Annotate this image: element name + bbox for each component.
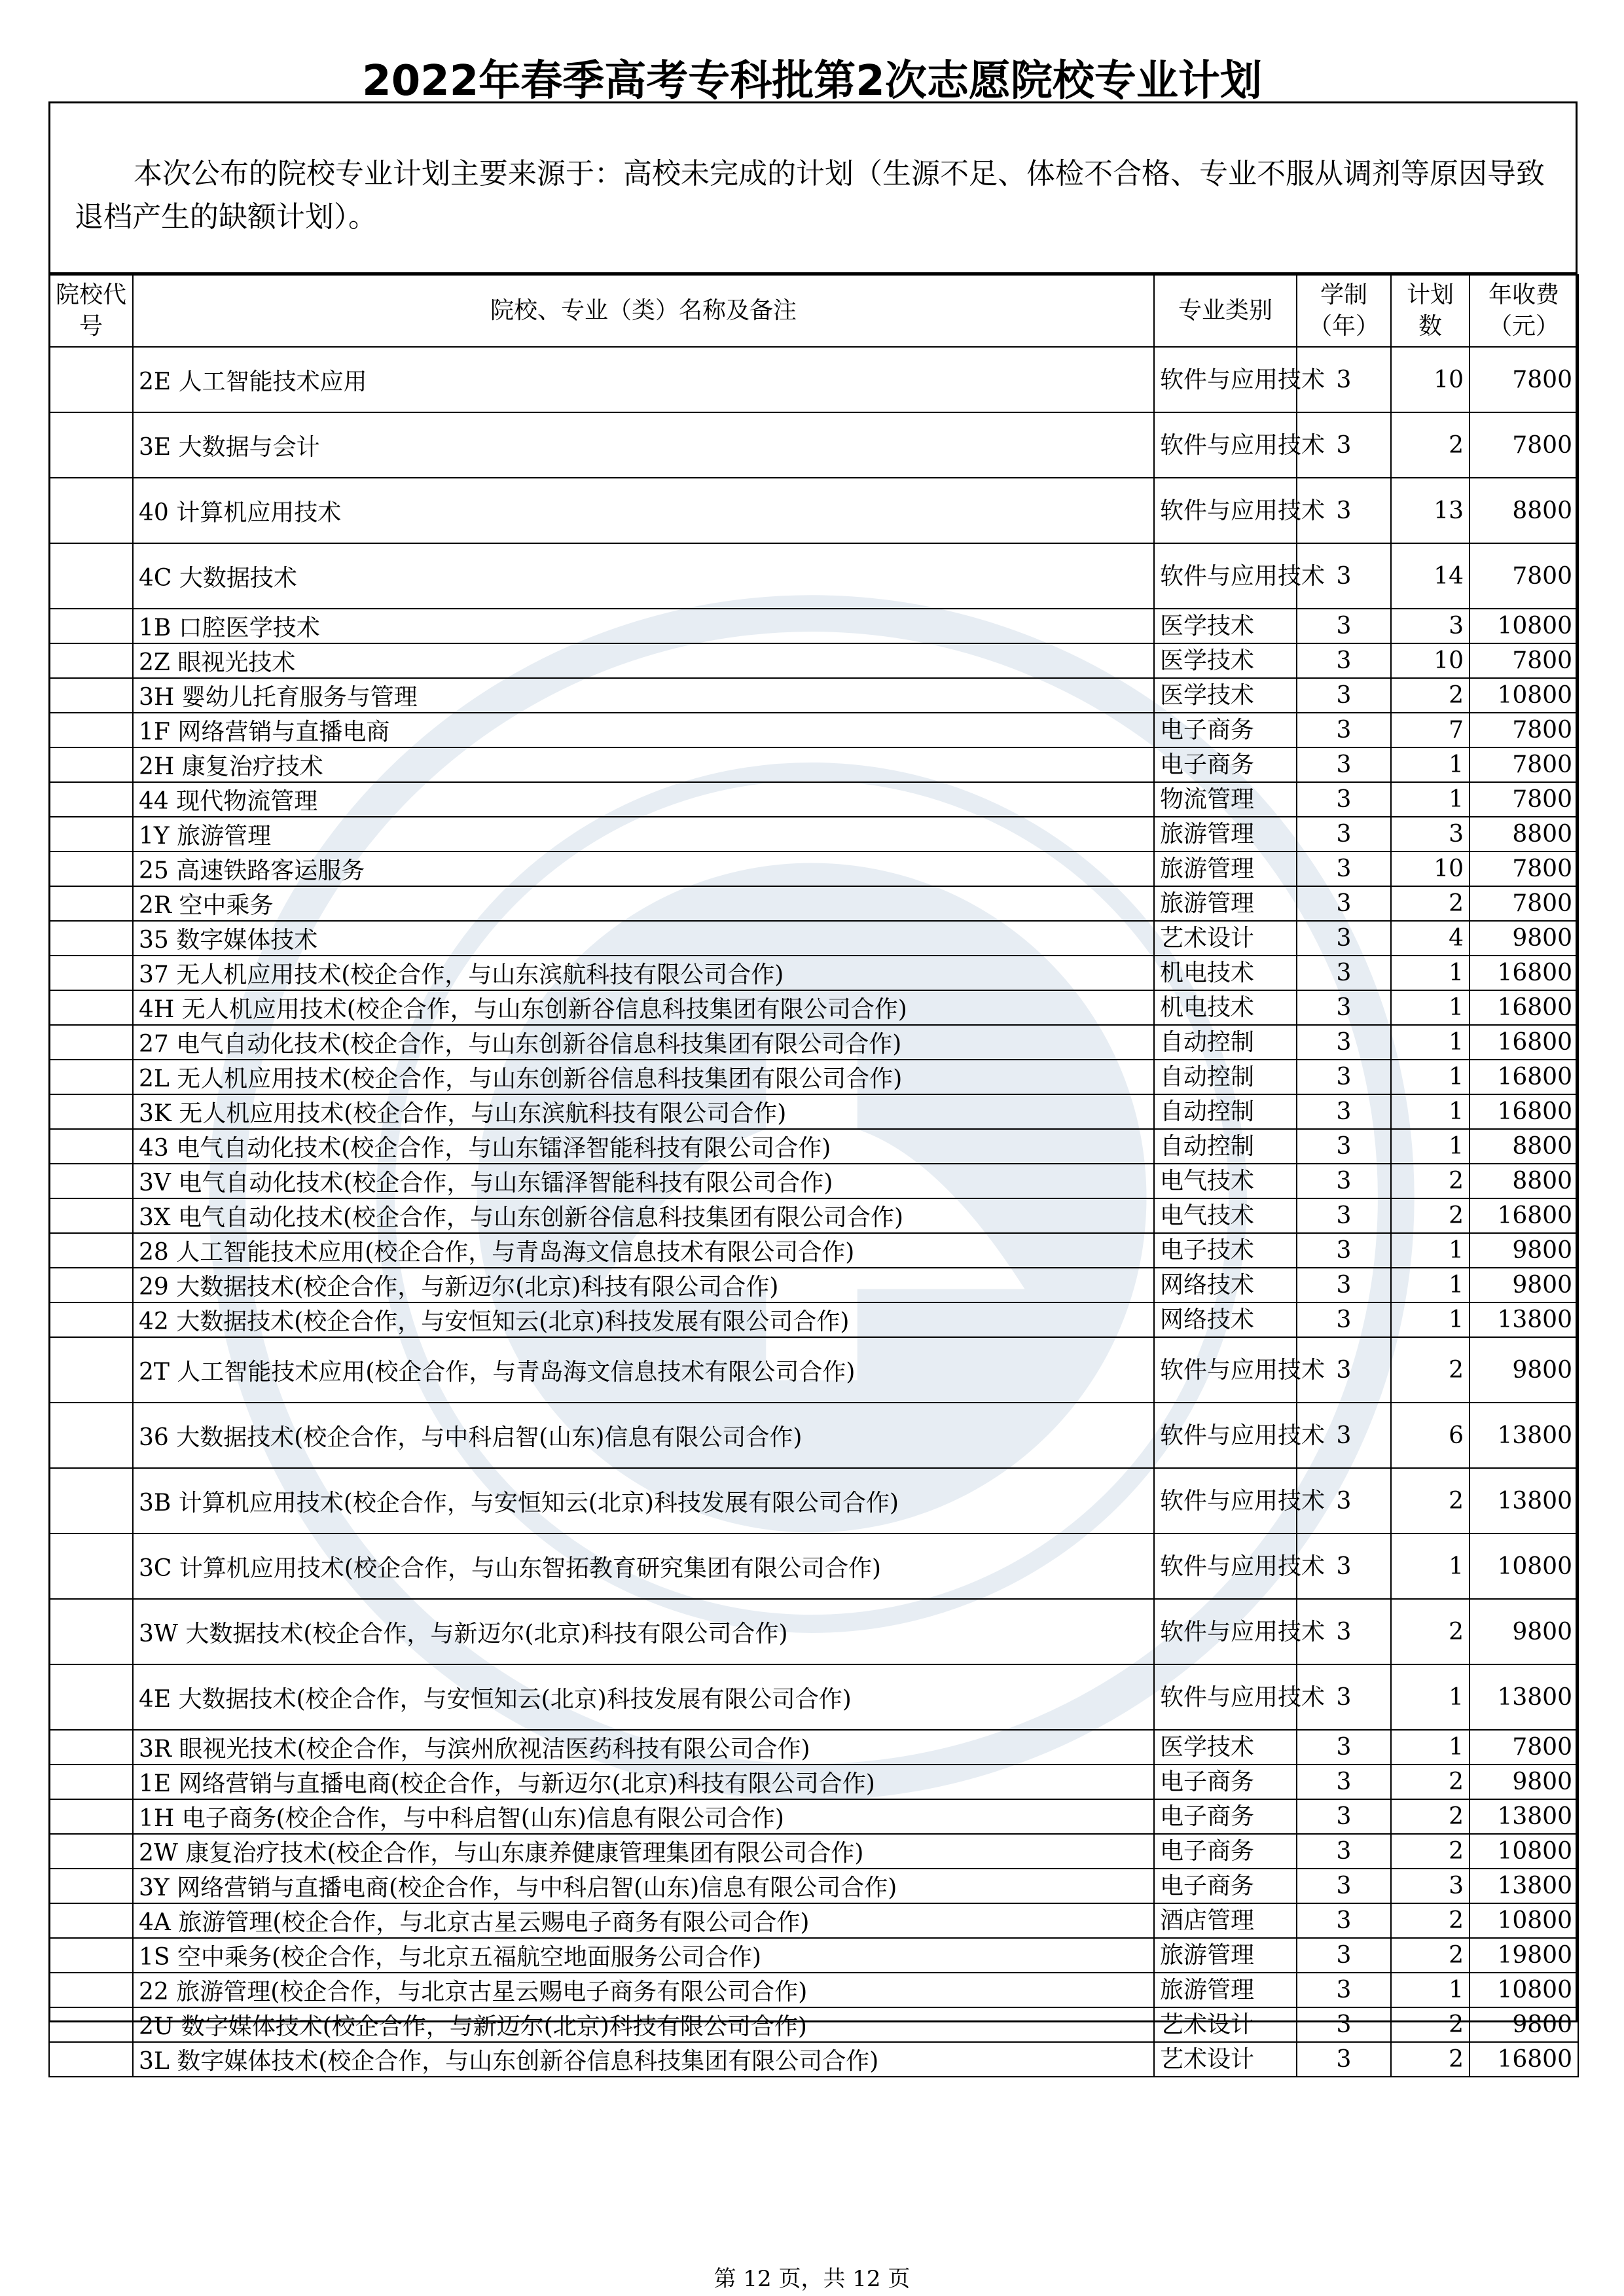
header-category: 专业类别 xyxy=(1154,275,1297,347)
row-fee: 16800 xyxy=(1470,956,1578,990)
row-years: 3 xyxy=(1297,1198,1391,1233)
row-fee: 13800 xyxy=(1470,1302,1578,1337)
table-row xyxy=(49,1468,1578,1534)
row-code xyxy=(49,1599,133,1664)
row-years: 3 xyxy=(1297,956,1391,990)
row-code xyxy=(49,713,133,747)
row-name: 1H 电子商务(校企合作，与中科启智(山东)信息有限公司合作) xyxy=(133,1799,1154,1834)
row-count: 10 xyxy=(1391,852,1470,886)
row-category: 艺术设计 xyxy=(1154,2007,1297,2042)
row-count: 2 xyxy=(1391,1903,1470,1938)
row-fee: 16800 xyxy=(1470,1094,1578,1129)
plan-table-body xyxy=(49,347,1578,2077)
row-code xyxy=(49,1973,133,2007)
row-code xyxy=(49,1403,133,1468)
row-count: 1 xyxy=(1391,1973,1470,2007)
row-fee: 10800 xyxy=(1470,1973,1578,2007)
row-name: 3L 数字媒体技术(校企合作，与山东创新谷信息科技集团有限公司合作) xyxy=(133,2042,1154,2077)
row-count: 2 xyxy=(1391,678,1470,713)
row-code xyxy=(49,990,133,1025)
row-years: 3 xyxy=(1297,478,1391,543)
row-code xyxy=(49,412,133,478)
row-code xyxy=(49,1025,133,1060)
row-name: 35 数字媒体技术 xyxy=(133,921,1154,956)
table-row xyxy=(49,886,1578,921)
table-row xyxy=(49,347,1578,412)
row-code xyxy=(49,609,133,643)
row-name: 4A 旅游管理(校企合作，与北京古星云赐电子商务有限公司合作) xyxy=(133,1903,1154,1938)
table-row xyxy=(49,1337,1578,1403)
table-row xyxy=(49,643,1578,678)
row-years: 3 xyxy=(1297,747,1391,782)
row-category: 网络技术 xyxy=(1154,1268,1297,1302)
row-years: 3 xyxy=(1297,817,1391,852)
row-count: 2 xyxy=(1391,1198,1470,1233)
table-row xyxy=(49,2042,1578,2077)
row-fee: 9800 xyxy=(1470,2007,1578,2042)
row-count: 1 xyxy=(1391,956,1470,990)
row-fee: 16800 xyxy=(1470,990,1578,1025)
header-fee: 年收费（元） xyxy=(1470,275,1578,347)
row-category: 电子商务 xyxy=(1154,713,1297,747)
table-row xyxy=(49,1730,1578,1765)
row-count: 1 xyxy=(1391,782,1470,817)
row-name: 2Z 眼视光技术 xyxy=(133,643,1154,678)
row-code xyxy=(49,1302,133,1337)
row-name: 1S 空中乘务(校企合作，与北京五福航空地面服务公司合作) xyxy=(133,1938,1154,1973)
table-row xyxy=(49,2007,1578,2042)
table-row xyxy=(49,1599,1578,1664)
row-name: 29 大数据技术(校企合作，与新迈尔(北京)科技有限公司合作) xyxy=(133,1268,1154,1302)
row-code xyxy=(49,1869,133,1903)
row-code xyxy=(49,2042,133,2077)
row-years: 3 xyxy=(1297,1534,1391,1599)
row-years: 3 xyxy=(1297,2007,1391,2042)
row-count: 2 xyxy=(1391,1834,1470,1869)
row-count: 2 xyxy=(1391,1599,1470,1664)
row-code xyxy=(49,1765,133,1799)
row-code xyxy=(49,1129,133,1164)
row-code xyxy=(49,1730,133,1765)
table-row xyxy=(49,1129,1578,1164)
row-years: 3 xyxy=(1297,1938,1391,1973)
row-category: 艺术设计 xyxy=(1154,2042,1297,2077)
row-name: 3Y 网络营销与直播电商(校企合作，与中科启智(山东)信息有限公司合作) xyxy=(133,1869,1154,1903)
row-code xyxy=(49,1198,133,1233)
row-years: 3 xyxy=(1297,1765,1391,1799)
row-code xyxy=(49,921,133,956)
row-years: 3 xyxy=(1297,713,1391,747)
row-category: 软件与应用技术 xyxy=(1154,1599,1297,1664)
row-category: 网络技术 xyxy=(1154,1302,1297,1337)
row-count: 2 xyxy=(1391,1468,1470,1534)
table-row xyxy=(49,1534,1578,1599)
row-fee: 13800 xyxy=(1470,1799,1578,1834)
header-years: 学制（年） xyxy=(1297,275,1391,347)
row-name: 1F 网络营销与直播电商 xyxy=(133,713,1154,747)
row-name: 3X 电气自动化技术(校企合作，与山东创新谷信息科技集团有限公司合作) xyxy=(133,1198,1154,1233)
table-row xyxy=(49,1025,1578,1060)
row-category: 电子商务 xyxy=(1154,1799,1297,1834)
row-name: 2L 无人机应用技术(校企合作，与山东创新谷信息科技集团有限公司合作) xyxy=(133,1060,1154,1094)
row-category: 旅游管理 xyxy=(1154,1938,1297,1973)
row-category: 旅游管理 xyxy=(1154,1973,1297,2007)
row-fee: 7800 xyxy=(1470,852,1578,886)
row-name: 2W 康复治疗技术(校企合作，与山东康养健康管理集团有限公司合作) xyxy=(133,1834,1154,1869)
row-count: 1 xyxy=(1391,1129,1470,1164)
table-row xyxy=(49,1869,1578,1903)
row-years: 3 xyxy=(1297,1973,1391,2007)
header-count: 计划数 xyxy=(1391,275,1470,347)
row-code xyxy=(49,956,133,990)
row-years: 3 xyxy=(1297,347,1391,412)
row-fee: 7800 xyxy=(1470,886,1578,921)
row-years: 3 xyxy=(1297,1403,1391,1468)
row-years: 3 xyxy=(1297,990,1391,1025)
row-name: 2U 数字媒体技术(校企合作，与新迈尔(北京)科技有限公司合作) xyxy=(133,2007,1154,2042)
row-code xyxy=(49,478,133,543)
table-row xyxy=(49,713,1578,747)
row-code xyxy=(49,852,133,886)
row-count: 1 xyxy=(1391,1534,1470,1599)
row-category: 医学技术 xyxy=(1154,678,1297,713)
row-code xyxy=(49,1664,133,1730)
row-name: 40 计算机应用技术 xyxy=(133,478,1154,543)
table-row xyxy=(49,1938,1578,1973)
row-category: 自动控制 xyxy=(1154,1094,1297,1129)
row-count: 1 xyxy=(1391,1025,1470,1060)
row-category: 电子技术 xyxy=(1154,1233,1297,1268)
row-name: 2T 人工智能技术应用(校企合作，与青岛海文信息技术有限公司合作) xyxy=(133,1337,1154,1403)
header-name: 院校、专业（类）名称及备注 xyxy=(133,275,1154,347)
page-title: 2022年春季高考专科批第2次志愿院校专业计划 xyxy=(362,57,1262,105)
row-name: 1B 口腔医学技术 xyxy=(133,609,1154,643)
row-count: 1 xyxy=(1391,1664,1470,1730)
row-category: 机电技术 xyxy=(1154,990,1297,1025)
row-years: 3 xyxy=(1297,643,1391,678)
row-years: 3 xyxy=(1297,1060,1391,1094)
table-row xyxy=(49,990,1578,1025)
row-fee: 7800 xyxy=(1470,713,1578,747)
row-fee: 9800 xyxy=(1470,1268,1578,1302)
row-years: 3 xyxy=(1297,1834,1391,1869)
row-code xyxy=(49,1903,133,1938)
table-row xyxy=(49,478,1578,543)
row-category: 电气技术 xyxy=(1154,1198,1297,1233)
row-years: 3 xyxy=(1297,1799,1391,1834)
row-category: 电子商务 xyxy=(1154,1869,1297,1903)
row-category: 自动控制 xyxy=(1154,1060,1297,1094)
table-row xyxy=(49,956,1578,990)
table-row xyxy=(49,1268,1578,1302)
row-count: 2 xyxy=(1391,1799,1470,1834)
intro-paragraph: 本次公布的院校专业计划主要来源于：高校未完成的计划（生源不足、体检不合格、专业不服从调剂等原因导致退档产生的缺额计划）。 xyxy=(48,101,1578,274)
row-fee: 9800 xyxy=(1470,1337,1578,1403)
row-count: 1 xyxy=(1391,1233,1470,1268)
table-header-row xyxy=(49,275,1578,347)
row-name: 2E 人工智能技术应用 xyxy=(133,347,1154,412)
row-fee: 13800 xyxy=(1470,1664,1578,1730)
row-count: 3 xyxy=(1391,609,1470,643)
row-category: 医学技术 xyxy=(1154,609,1297,643)
row-code xyxy=(49,1164,133,1198)
row-name: 22 旅游管理(校企合作，与北京古星云赐电子商务有限公司合作) xyxy=(133,1973,1154,2007)
table-row xyxy=(49,1094,1578,1129)
row-name: 36 大数据技术(校企合作，与中科启智(山东)信息有限公司合作) xyxy=(133,1403,1154,1468)
row-count: 2 xyxy=(1391,412,1470,478)
table-row xyxy=(49,1164,1578,1198)
row-years: 3 xyxy=(1297,1468,1391,1534)
table-row xyxy=(49,1233,1578,1268)
row-count: 10 xyxy=(1391,347,1470,412)
row-fee: 10800 xyxy=(1470,678,1578,713)
row-fee: 7800 xyxy=(1470,1730,1578,1765)
row-name: 3K 无人机应用技术(校企合作，与山东滨航科技有限公司合作) xyxy=(133,1094,1154,1129)
row-category: 电子商务 xyxy=(1154,1834,1297,1869)
row-category: 自动控制 xyxy=(1154,1025,1297,1060)
row-fee: 13800 xyxy=(1470,1468,1578,1534)
row-count: 14 xyxy=(1391,543,1470,609)
row-code xyxy=(49,747,133,782)
row-category: 机电技术 xyxy=(1154,956,1297,990)
row-code xyxy=(49,2007,133,2042)
table-row xyxy=(49,412,1578,478)
row-fee: 16800 xyxy=(1470,1198,1578,1233)
row-code xyxy=(49,1268,133,1302)
row-count: 1 xyxy=(1391,1302,1470,1337)
row-code xyxy=(49,1834,133,1869)
row-fee: 8800 xyxy=(1470,817,1578,852)
table-row xyxy=(49,1765,1578,1799)
row-years: 3 xyxy=(1297,1599,1391,1664)
row-name: 28 人工智能技术应用(校企合作，与青岛海文信息技术有限公司合作) xyxy=(133,1233,1154,1268)
row-years: 3 xyxy=(1297,2042,1391,2077)
row-name: 3H 婴幼儿托育服务与管理 xyxy=(133,678,1154,713)
row-years: 3 xyxy=(1297,1094,1391,1129)
row-name: 4C 大数据技术 xyxy=(133,543,1154,609)
row-years: 3 xyxy=(1297,1869,1391,1903)
table-row xyxy=(49,1834,1578,1869)
row-category: 软件与应用技术 xyxy=(1154,478,1297,543)
row-code xyxy=(49,347,133,412)
table-row xyxy=(49,817,1578,852)
row-name: 43 电气自动化技术(校企合作，与山东镭泽智能科技有限公司合作) xyxy=(133,1129,1154,1164)
row-name: 3R 眼视光技术(校企合作，与滨州欣视洁医药科技有限公司合作) xyxy=(133,1730,1154,1765)
row-category: 旅游管理 xyxy=(1154,886,1297,921)
row-category: 软件与应用技术 xyxy=(1154,347,1297,412)
row-count: 1 xyxy=(1391,1094,1470,1129)
row-category: 电气技术 xyxy=(1154,1164,1297,1198)
row-fee: 7800 xyxy=(1470,747,1578,782)
row-category: 医学技术 xyxy=(1154,1730,1297,1765)
table-row xyxy=(49,543,1578,609)
row-years: 3 xyxy=(1297,1268,1391,1302)
row-code xyxy=(49,1094,133,1129)
row-count: 2 xyxy=(1391,1765,1470,1799)
row-count: 1 xyxy=(1391,1730,1470,1765)
row-category: 软件与应用技术 xyxy=(1154,412,1297,478)
row-fee: 10800 xyxy=(1470,1534,1578,1599)
table-row xyxy=(49,747,1578,782)
row-fee: 7800 xyxy=(1470,782,1578,817)
row-years: 3 xyxy=(1297,1903,1391,1938)
row-category: 软件与应用技术 xyxy=(1154,1534,1297,1599)
row-code xyxy=(49,643,133,678)
row-years: 3 xyxy=(1297,678,1391,713)
row-code xyxy=(49,1060,133,1094)
plan-table xyxy=(48,274,1579,2077)
row-years: 3 xyxy=(1297,1233,1391,1268)
row-code xyxy=(49,1938,133,1973)
row-count: 1 xyxy=(1391,990,1470,1025)
row-count: 2 xyxy=(1391,2042,1470,2077)
table-row xyxy=(49,782,1578,817)
row-fee: 10800 xyxy=(1470,1903,1578,1938)
row-years: 3 xyxy=(1297,412,1391,478)
row-category: 软件与应用技术 xyxy=(1154,1337,1297,1403)
row-years: 3 xyxy=(1297,609,1391,643)
row-code xyxy=(49,817,133,852)
row-name: 25 高速铁路客运服务 xyxy=(133,852,1154,886)
row-fee: 7800 xyxy=(1470,347,1578,412)
row-code xyxy=(49,1337,133,1403)
table-row xyxy=(49,852,1578,886)
row-name: 3C 计算机应用技术(校企合作，与山东智拓教育研究集团有限公司合作) xyxy=(133,1534,1154,1599)
row-years: 3 xyxy=(1297,886,1391,921)
row-count: 2 xyxy=(1391,1938,1470,1973)
row-years: 3 xyxy=(1297,1164,1391,1198)
row-category: 自动控制 xyxy=(1154,1129,1297,1164)
row-fee: 8800 xyxy=(1470,1164,1578,1198)
row-count: 3 xyxy=(1391,817,1470,852)
row-fee: 8800 xyxy=(1470,1129,1578,1164)
row-fee: 16800 xyxy=(1470,2042,1578,2077)
row-count: 1 xyxy=(1391,1060,1470,1094)
row-fee: 9800 xyxy=(1470,1599,1578,1664)
row-fee: 9800 xyxy=(1470,921,1578,956)
row-name: 1Y 旅游管理 xyxy=(133,817,1154,852)
row-code xyxy=(49,543,133,609)
row-years: 3 xyxy=(1297,921,1391,956)
row-fee: 10800 xyxy=(1470,609,1578,643)
row-code xyxy=(49,678,133,713)
row-name: 4E 大数据技术(校企合作，与安恒知云(北京)科技发展有限公司合作) xyxy=(133,1664,1154,1730)
row-name: 3V 电气自动化技术(校企合作，与山东镭泽智能科技有限公司合作) xyxy=(133,1164,1154,1198)
row-code xyxy=(49,1534,133,1599)
row-code xyxy=(49,1233,133,1268)
row-fee: 7800 xyxy=(1470,543,1578,609)
row-category: 旅游管理 xyxy=(1154,852,1297,886)
row-fee: 16800 xyxy=(1470,1060,1578,1094)
table-row xyxy=(49,1973,1578,2007)
row-name: 4H 无人机应用技术(校企合作，与山东创新谷信息科技集团有限公司合作) xyxy=(133,990,1154,1025)
row-name: 42 大数据技术(校企合作，与安恒知云(北京)科技发展有限公司合作) xyxy=(133,1302,1154,1337)
row-count: 2 xyxy=(1391,1337,1470,1403)
table-row xyxy=(49,1060,1578,1094)
row-count: 1 xyxy=(1391,747,1470,782)
row-count: 3 xyxy=(1391,1869,1470,1903)
row-count: 2 xyxy=(1391,886,1470,921)
row-fee: 13800 xyxy=(1470,1869,1578,1903)
table-row xyxy=(49,1198,1578,1233)
row-count: 2 xyxy=(1391,1164,1470,1198)
row-fee: 9800 xyxy=(1470,1233,1578,1268)
row-count: 2 xyxy=(1391,2007,1470,2042)
row-category: 电子商务 xyxy=(1154,747,1297,782)
page-footer: 第 12 页，共 12 页 xyxy=(713,2266,911,2292)
row-fee: 16800 xyxy=(1470,1025,1578,1060)
row-category: 旅游管理 xyxy=(1154,817,1297,852)
row-name: 37 无人机应用技术(校企合作，与山东滨航科技有限公司合作) xyxy=(133,956,1154,990)
row-fee: 13800 xyxy=(1470,1403,1578,1468)
row-category: 物流管理 xyxy=(1154,782,1297,817)
table-row xyxy=(49,921,1578,956)
table-row xyxy=(49,1403,1578,1468)
table-row xyxy=(49,609,1578,643)
row-code xyxy=(49,782,133,817)
row-years: 3 xyxy=(1297,1302,1391,1337)
table-row xyxy=(49,678,1578,713)
row-years: 3 xyxy=(1297,782,1391,817)
row-name: 2H 康复治疗技术 xyxy=(133,747,1154,782)
row-name: 3W 大数据技术(校企合作，与新迈尔(北京)科技有限公司合作) xyxy=(133,1599,1154,1664)
table-row xyxy=(49,1302,1578,1337)
row-fee: 7800 xyxy=(1470,412,1578,478)
row-category: 医学技术 xyxy=(1154,643,1297,678)
row-code xyxy=(49,1468,133,1534)
row-fee: 10800 xyxy=(1470,1834,1578,1869)
row-code xyxy=(49,1799,133,1834)
row-fee: 7800 xyxy=(1470,643,1578,678)
row-count: 10 xyxy=(1391,643,1470,678)
header-code: 院校代号 xyxy=(49,275,133,347)
row-fee: 8800 xyxy=(1470,478,1578,543)
row-name: 44 现代物流管理 xyxy=(133,782,1154,817)
row-years: 3 xyxy=(1297,852,1391,886)
row-fee: 9800 xyxy=(1470,1765,1578,1799)
row-name: 27 电气自动化技术(校企合作，与山东创新谷信息科技集团有限公司合作) xyxy=(133,1025,1154,1060)
row-name: 3E 大数据与会计 xyxy=(133,412,1154,478)
table-row xyxy=(49,1664,1578,1730)
row-category: 酒店管理 xyxy=(1154,1903,1297,1938)
row-years: 3 xyxy=(1297,1730,1391,1765)
row-years: 3 xyxy=(1297,1337,1391,1403)
row-category: 软件与应用技术 xyxy=(1154,1664,1297,1730)
row-category: 软件与应用技术 xyxy=(1154,543,1297,609)
row-count: 13 xyxy=(1391,478,1470,543)
row-category: 电子商务 xyxy=(1154,1765,1297,1799)
row-years: 3 xyxy=(1297,1025,1391,1060)
row-category: 软件与应用技术 xyxy=(1154,1403,1297,1468)
row-category: 艺术设计 xyxy=(1154,921,1297,956)
row-count: 4 xyxy=(1391,921,1470,956)
row-years: 3 xyxy=(1297,1664,1391,1730)
table-row xyxy=(49,1903,1578,1938)
row-years: 3 xyxy=(1297,543,1391,609)
row-name: 2R 空中乘务 xyxy=(133,886,1154,921)
row-code xyxy=(49,886,133,921)
row-years: 3 xyxy=(1297,1129,1391,1164)
row-count: 7 xyxy=(1391,713,1470,747)
table-row xyxy=(49,1799,1578,1834)
row-name: 3B 计算机应用技术(校企合作，与安恒知云(北京)科技发展有限公司合作) xyxy=(133,1468,1154,1534)
row-count: 1 xyxy=(1391,1268,1470,1302)
row-name: 1E 网络营销与直播电商(校企合作，与新迈尔(北京)科技有限公司合作) xyxy=(133,1765,1154,1799)
row-fee: 19800 xyxy=(1470,1938,1578,1973)
row-count: 6 xyxy=(1391,1403,1470,1468)
row-category: 软件与应用技术 xyxy=(1154,1468,1297,1534)
